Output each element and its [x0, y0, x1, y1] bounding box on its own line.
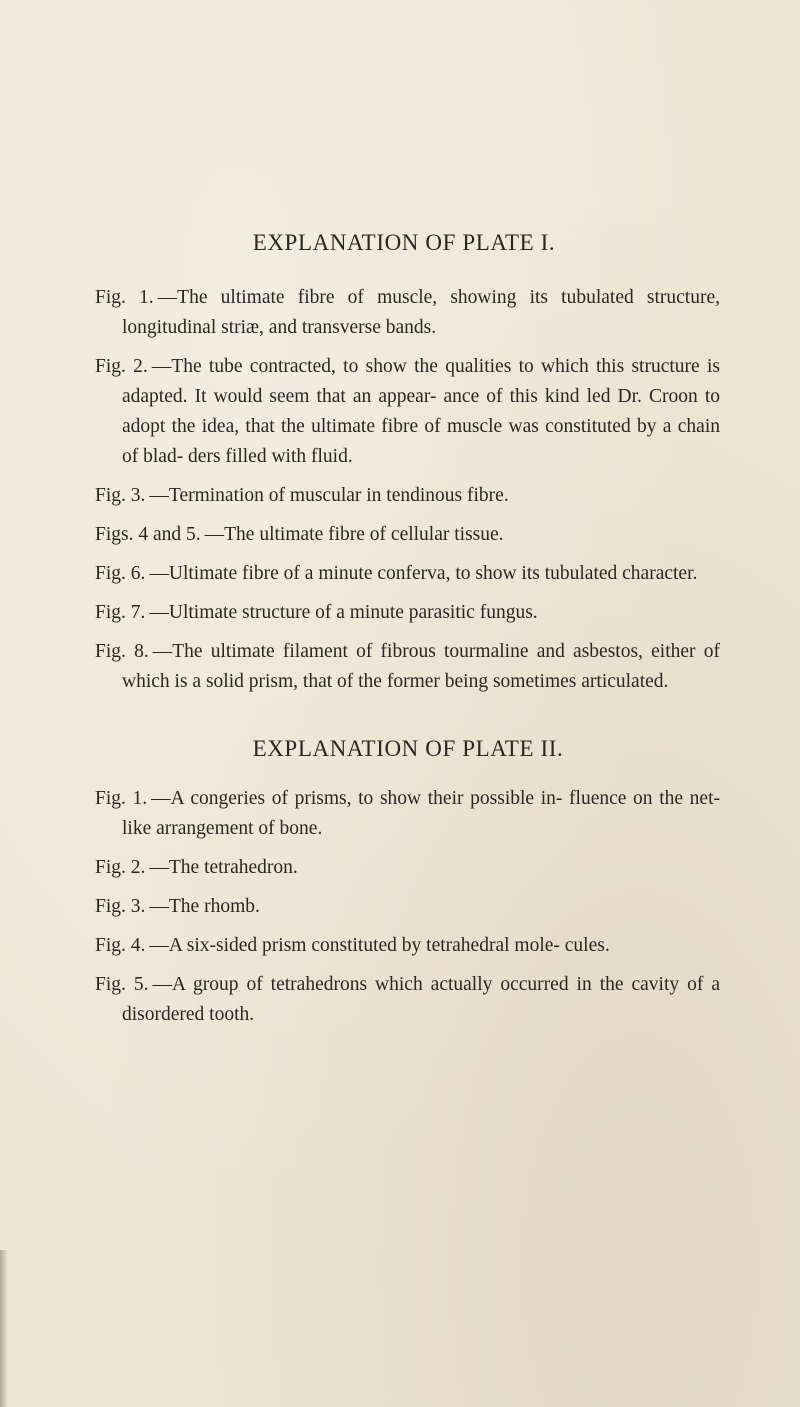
- plate-1-entry: [95, 481, 720, 511]
- plate-2-heading: EXPLANATION OF PLATE II.: [252, 736, 564, 761]
- figure-label: Fig. 4.: [95, 935, 146, 956]
- figure-label: Fig. 1.: [95, 287, 154, 308]
- figure-label: Fig. 2.: [95, 857, 146, 878]
- plate-2-entry: [95, 784, 720, 844]
- figure-description: —The ultimate filament of fibrous tourmaline and asbestos, either of which is a solid prism, that of the former being sometimes articulated.: [122, 641, 720, 692]
- plate-1-entries: [95, 283, 720, 706]
- figure-label: Fig. 2.: [95, 356, 148, 377]
- figure-description: —Ultimate structure of a minute parasitic fungus.: [149, 602, 538, 623]
- plate-2-entry: [95, 892, 720, 922]
- plate-1-entry: [95, 283, 720, 343]
- figure-label: Fig. 3.: [95, 485, 146, 506]
- figure-description: —Termination of muscular in tendinous fibre.: [149, 485, 509, 506]
- figure-description: —A six-sided prism constituted by tetrahedral mole- cules.: [149, 935, 610, 956]
- plate-1-entry: [95, 520, 720, 550]
- figure-label: Fig. 8.: [95, 641, 149, 662]
- figure-label: Fig. 1.: [95, 788, 148, 809]
- page-edge-shadow: [0, 1250, 8, 1407]
- figure-description: —A congeries of prisms, to show their possible in- fluence on the net-like arrangement of bone.: [122, 788, 721, 839]
- figure-label: Figs. 4 and 5.: [95, 524, 201, 545]
- figure-label: Fig. 5.: [95, 974, 149, 995]
- plate-1-entry: [95, 598, 720, 628]
- figure-label: Fig. 3.: [95, 896, 146, 917]
- figure-description: —The ultimate fibre of cellular tissue.: [204, 524, 504, 545]
- figure-description: —Ultimate fibre of a minute conferva, to show its tubulated character.: [149, 563, 698, 584]
- figure-description: —The tetrahedron.: [149, 857, 298, 878]
- plate-1-entry: [95, 637, 720, 697]
- plate-1-heading: EXPLANATION OF PLATE I.: [252, 230, 556, 255]
- plate-2-entry: [95, 970, 720, 1030]
- plate-2-entry: [95, 853, 720, 883]
- plate-1-entry: [95, 352, 720, 472]
- figure-description: —The ultimate fibre of muscle, showing its tubulated structure, longitudinal striæ, and transverse bands.: [122, 287, 720, 338]
- plate-1-entry: [95, 559, 720, 589]
- figure-label: Fig. 7.: [95, 602, 146, 623]
- figure-description: —The tube contracted, to show the qualities to which this structure is adapted. It would seem that an appear- ance of this kind led Dr. Croon to adopt the idea, that the ultimate fibre of muscle was constituted by a chain of blad- ders filled with fluid.: [122, 356, 720, 467]
- plate-2-entry: [95, 931, 720, 961]
- plate-2-entries: [95, 784, 720, 1039]
- figure-description: —The rhomb.: [149, 896, 260, 917]
- figure-description: —A group of tetrahedrons which actually occurred in the cavity of a disordered tooth.: [122, 974, 721, 1025]
- figure-label: Fig. 6.: [95, 563, 146, 584]
